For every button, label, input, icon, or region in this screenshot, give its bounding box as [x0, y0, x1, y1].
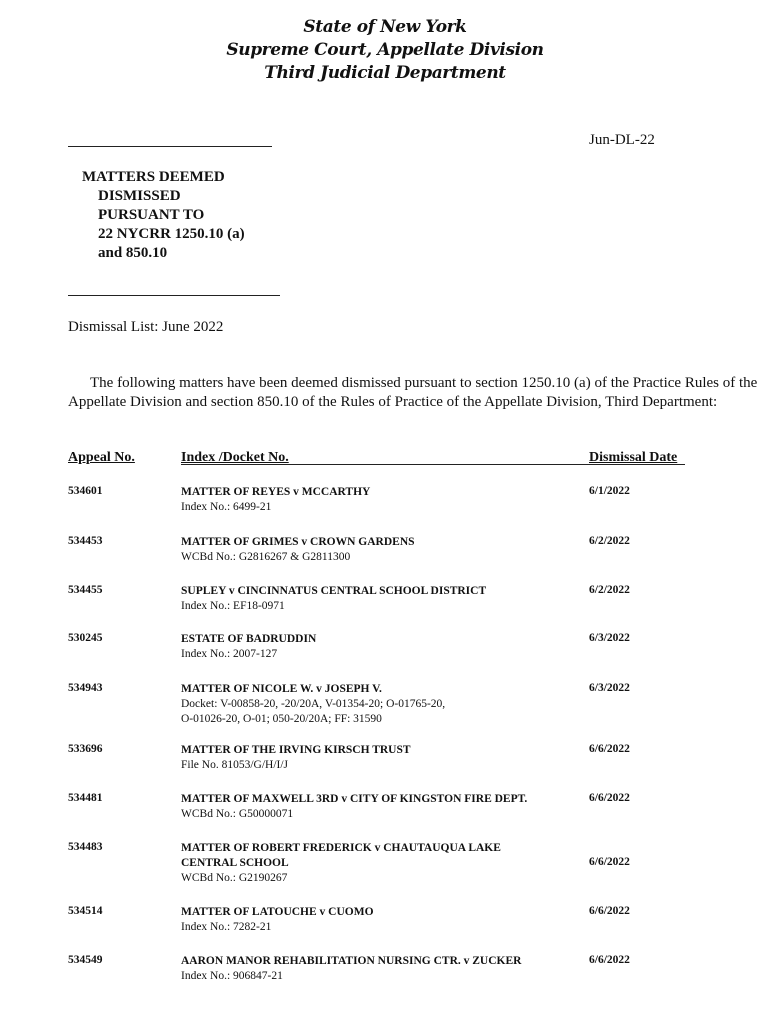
dismissal-date: 6/2/2022: [589, 535, 630, 547]
matter-cell: [181, 535, 581, 565]
matter-title: MATTER OF ROBERT FREDERICK v CHAUTAUQUA LAKE: [181, 842, 501, 854]
docket-number: Index No.: 2007-127: [181, 648, 278, 660]
matter-cell: [181, 841, 581, 886]
column-header-appeal: Appeal No.: [68, 450, 135, 465]
caption-bottom-rule: [68, 295, 280, 296]
docket-number: WCBd No.: G50000071: [181, 808, 294, 820]
matter-title: AARON MANOR REHABILITATION NURSING CTR. v ZUCKER: [181, 955, 522, 967]
matter-cell: [181, 954, 581, 984]
docket-number: Index No.: 6499-21: [181, 501, 272, 513]
appeal-number: 534549: [68, 954, 103, 966]
top-left-rule: [68, 146, 272, 147]
dismissal-date: 6/2/2022: [589, 584, 630, 596]
list-title: Dismissal List: June 2022: [68, 319, 224, 335]
docket-number: Index No.: EF18-0971: [181, 600, 285, 612]
column-header-rule: [181, 464, 685, 465]
court-header: [0, 16, 770, 85]
caption-line-4: 22 NYCRR 1250.10 (a): [98, 226, 245, 242]
caption-line-5: and 850.10: [98, 245, 168, 261]
caption-line-2: DISMISSED: [98, 188, 181, 204]
appeal-number: 534455: [68, 584, 103, 596]
matter-title-continued: CENTRAL SCHOOL: [181, 857, 289, 869]
matter-title: MATTER OF MAXWELL 3RD v CITY OF KINGSTON FIRE DEPT.: [181, 793, 528, 805]
dismissal-date: 6/1/2022: [589, 485, 630, 497]
header-department: Third Judicial Department: [264, 63, 506, 83]
appeal-number: 534514: [68, 905, 103, 917]
caption-line-1: MATTERS DEEMED: [82, 169, 225, 185]
matter-title: MATTER OF LATOUCHE v CUOMO: [181, 906, 374, 918]
intro-paragraph: The following matters have been deemed dismissed pursuant to section 1250.10 (a) of the Practice Rules of the Appellate Division and section 850.10 of the Rules of Practice of the Appellate Division, Third Department:: [68, 375, 758, 410]
matter-cell: [181, 682, 581, 727]
docket-number-continued: O-01026-20, O-01; 050-20/20A; FF: 31590: [181, 713, 382, 725]
dismissal-date: 6/6/2022: [589, 905, 630, 917]
matter-cell: [181, 584, 581, 614]
header-court: Supreme Court, Appellate Division: [226, 40, 544, 60]
column-header-index: Index /Docket No.: [181, 450, 289, 465]
matter-title: MATTER OF NICOLE W. v JOSEPH V.: [181, 683, 382, 695]
dismissal-date: 6/6/2022: [589, 743, 630, 755]
matter-title: MATTER OF REYES v MCCARTHY: [181, 486, 371, 498]
appeal-number: 534453: [68, 535, 103, 547]
column-header-date: Dismissal Date: [589, 450, 678, 465]
matter-cell: [181, 485, 581, 515]
dismissal-date: 6/6/2022: [589, 792, 630, 804]
docket-number: WCBd No.: G2190267: [181, 872, 288, 884]
appeal-number: 534481: [68, 792, 103, 804]
docket-number: File No. 81053/G/H/I/J: [181, 759, 289, 771]
matter-title: ESTATE OF BADRUDDIN: [181, 633, 317, 645]
docket-number: Index No.: 906847-21: [181, 970, 283, 982]
appeal-number: 534483: [68, 841, 103, 853]
date-code: Jun-DL-22: [589, 132, 655, 148]
dismissal-date: 6/3/2022: [589, 682, 630, 694]
matter-cell: [181, 905, 581, 935]
matter-title: MATTER OF GRIMES v CROWN GARDENS: [181, 536, 415, 548]
docket-number: Docket: V-00858-20, -20/20A, V-01354-20; O-01765-20,: [181, 698, 446, 710]
matter-title: SUPLEY v CINCINNATUS CENTRAL SCHOOL DISTRICT: [181, 585, 487, 597]
appeal-number: 530245: [68, 632, 103, 644]
caption-line-3: PURSUANT TO: [98, 207, 205, 223]
header-state: State of New York: [303, 17, 467, 37]
appeal-number: 534943: [68, 682, 103, 694]
matter-caption: [82, 168, 245, 263]
matter-cell: [181, 632, 581, 662]
dismissal-date: 6/3/2022: [589, 632, 630, 644]
docket-number: Index No.: 7282-21: [181, 921, 272, 933]
dismissal-date: 6/6/2022: [589, 954, 630, 966]
dismissal-date: 6/6/2022: [589, 856, 630, 868]
matter-cell: [181, 792, 601, 822]
docket-number: WCBd No.: G2816267 & G2811300: [181, 551, 351, 563]
matter-title: MATTER OF THE IRVING KIRSCH TRUST: [181, 744, 411, 756]
matter-cell: [181, 743, 581, 773]
appeal-number: 533696: [68, 743, 103, 755]
appeal-number: 534601: [68, 485, 103, 497]
